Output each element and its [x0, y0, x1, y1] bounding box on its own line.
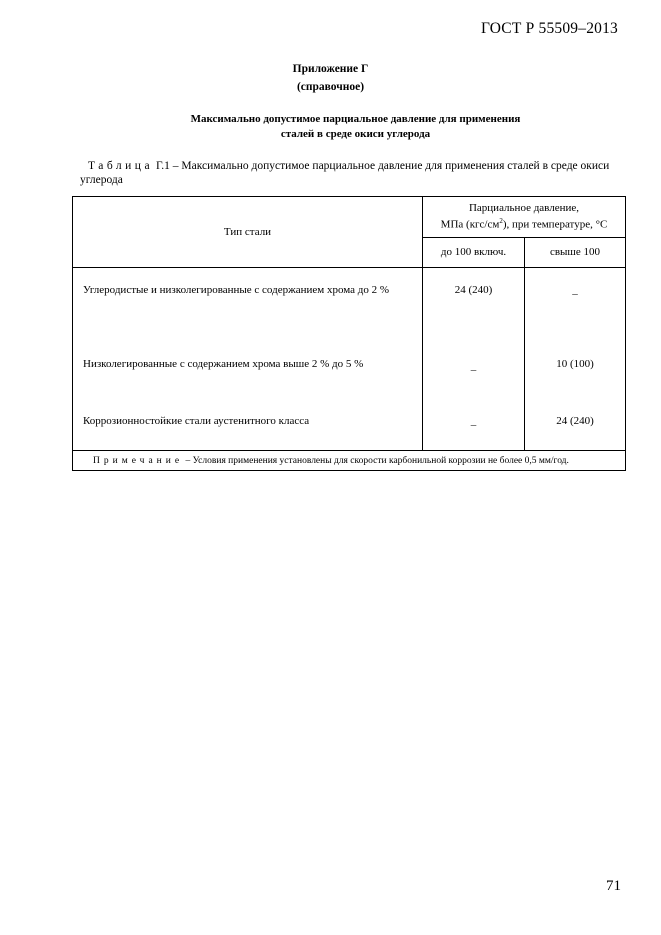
- table-caption-word: Таблица: [88, 160, 154, 172]
- table-caption-number: Г.1: [155, 160, 170, 172]
- document-title: [0, 112, 661, 142]
- document-title-line1: Максимально допустимое парциальное давление для применения: [190, 113, 521, 125]
- pressure-high-cell: –: [525, 268, 626, 337]
- header-pressure: [423, 197, 626, 238]
- table-caption: [80, 159, 625, 187]
- header-steel-type: Тип стали: [73, 197, 423, 268]
- steel-type-cell: Низколегированные с содержанием хрома выше 2 % до 5 %: [73, 336, 423, 392]
- header-temp-low: до 100 включ.: [423, 238, 525, 268]
- header-pressure-temp: ), при температуре, °С: [502, 218, 608, 231]
- steel-type-cell: Коррозионностойкие стали аустенитного класса: [73, 392, 423, 451]
- table-row: [73, 336, 626, 392]
- pressure-table: [72, 196, 625, 471]
- header-pressure-line2: [423, 215, 625, 232]
- header-pressure-sup: 2: [499, 217, 503, 226]
- header-pressure-unit: МПа (кгс/см: [440, 218, 500, 231]
- table-note-word: Примечание: [93, 456, 184, 466]
- pressure-high-cell: 10 (100): [525, 336, 626, 392]
- standard-code: ГОСТ Р 55509–2013: [480, 20, 618, 37]
- table-row: [73, 268, 626, 337]
- table-note-text: – Условия применения установлены для скорости карбонильной коррозии не более 0,5 мм/год.: [185, 456, 569, 466]
- pressure-low-cell: –: [423, 336, 525, 392]
- header-pressure-line1: Парциальное давление,: [468, 202, 580, 215]
- pressure-low-cell: –: [423, 392, 525, 451]
- appendix-title: Приложение Г: [292, 63, 369, 75]
- header-temp-high: свыше 100: [525, 238, 626, 268]
- table-row: [73, 392, 626, 451]
- page-number: 71: [606, 878, 621, 894]
- pressure-low-cell: 24 (240): [423, 268, 525, 337]
- appendix-status: (справочное): [296, 81, 365, 93]
- table-note: [73, 451, 626, 471]
- table-caption-text: – Максимально допустимое парциальное давление для применения сталей в среде окиси углерода: [80, 160, 610, 186]
- appendix-heading: [0, 60, 661, 96]
- pressure-high-cell: 24 (240): [525, 392, 626, 451]
- steel-type-cell: Углеродистые и низколегированные с содержанием хрома до 2 %: [73, 268, 423, 337]
- document-title-line2: сталей в среде окиси углерода: [280, 128, 431, 140]
